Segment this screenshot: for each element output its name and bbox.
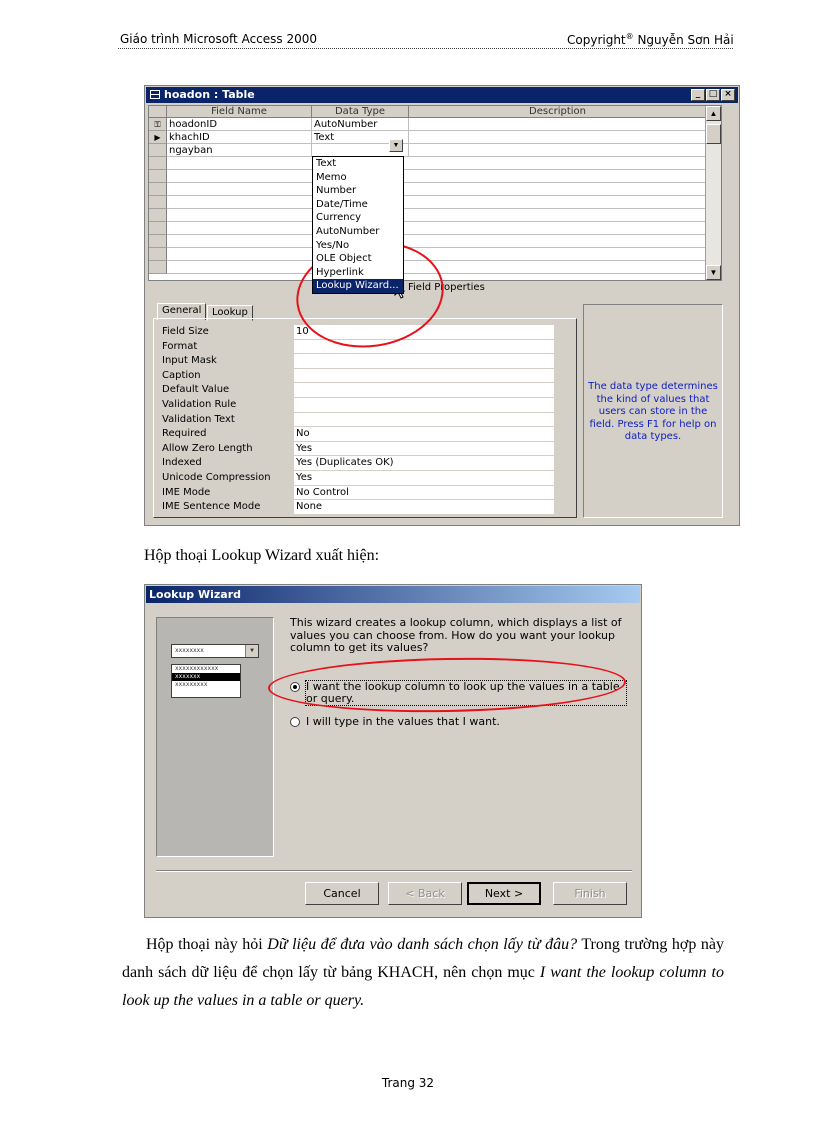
property-label: Unicode Compression (162, 472, 271, 483)
property-label: Required (162, 428, 207, 440)
preview-list-item: xxxxxxxxxxxx (175, 665, 219, 672)
tab-general[interactable]: General (157, 303, 206, 320)
data-type-cell[interactable]: AutoNumber (312, 118, 409, 131)
preview-combo-text: xxxxxxxx (175, 647, 204, 654)
empty-row[interactable] (167, 235, 707, 248)
key-icon[interactable]: ⚿ (149, 118, 167, 131)
property-value[interactable] (294, 413, 554, 428)
property-label: Validation Text (162, 413, 235, 425)
header-right-prefix: Copyright (567, 33, 626, 47)
row-selector[interactable] (149, 222, 167, 235)
property-value[interactable]: Yes (294, 471, 554, 486)
scroll-thumb[interactable] (706, 124, 721, 144)
grid-corner (149, 106, 167, 118)
data-type-dropdown-list (312, 156, 404, 294)
wizard-preview-panel (156, 617, 274, 857)
empty-row[interactable] (167, 248, 707, 261)
row-selector[interactable] (149, 183, 167, 196)
table-window-titlebar (146, 87, 738, 103)
paragraph-question: Dữ liệu để đưa vào danh sách chọn lấy từ đâu? (267, 936, 578, 953)
back-button[interactable]: < Back (388, 882, 462, 905)
cancel-button[interactable]: Cancel (305, 882, 379, 905)
scroll-up-arrow-icon[interactable]: ▲ (706, 106, 721, 121)
property-value[interactable] (294, 369, 554, 384)
property-value[interactable]: 10 (294, 325, 554, 340)
property-value[interactable]: None (294, 500, 554, 515)
description-cell[interactable] (409, 131, 707, 144)
row-selector[interactable] (149, 196, 167, 209)
header-left: Giáo trình Microsoft Access 2000 (120, 32, 317, 46)
dropdown-option[interactable]: Text (316, 158, 337, 169)
row-selector[interactable] (149, 248, 167, 261)
preview-list (171, 664, 241, 698)
row-selector[interactable] (149, 261, 167, 274)
property-label: IME Mode (162, 486, 211, 498)
dropdown-option[interactable]: AutoNumber (316, 225, 380, 237)
empty-row[interactable] (167, 157, 707, 170)
property-label: Format (162, 340, 198, 352)
option-lookup-table-label[interactable]: I want the lookup column to look up the values in a table or query. (306, 681, 626, 705)
maximize-button[interactable]: □ (706, 89, 720, 101)
header-rule (118, 48, 733, 49)
row-selector[interactable] (149, 144, 167, 157)
header-right-name: Nguyễn Sơn Hải (633, 33, 734, 47)
field-properties-panel (153, 318, 577, 518)
empty-row[interactable] (167, 170, 707, 183)
table-icon (150, 90, 160, 99)
property-label: Default Value (162, 384, 230, 396)
property-label: IME Sentence Mode (162, 501, 261, 513)
chevron-down-icon: ▼ (245, 645, 258, 657)
option-type-values-label[interactable]: I will type in the values that I want. (306, 715, 500, 728)
row-selector[interactable] (149, 170, 167, 183)
property-value[interactable]: No Control (294, 486, 554, 501)
caption-lookup-wizard: Hộp thoại Lookup Wizard xuất hiện: (144, 547, 380, 564)
property-value[interactable] (294, 398, 554, 413)
data-type-dropdown-arrow-icon[interactable]: ▼ (389, 139, 403, 152)
description-cell[interactable] (409, 118, 707, 131)
row-selector[interactable] (149, 157, 167, 170)
dropdown-option[interactable]: Hyperlink (316, 266, 364, 278)
empty-row[interactable] (167, 209, 707, 222)
dropdown-option-selected[interactable]: Lookup Wizard... (313, 279, 403, 293)
dropdown-option[interactable]: OLE Object (316, 253, 372, 265)
empty-row[interactable] (167, 183, 707, 196)
registered-mark: ® (625, 32, 634, 41)
paragraph-text: Trong trường hợp này danh sách dữ liệu để chọn lấy từ bảng KHACH, nên chọn mục (122, 936, 724, 981)
next-button[interactable]: Next > (467, 882, 541, 905)
lookup-wizard-dialog (144, 584, 642, 918)
dropdown-option[interactable]: Yes/No (316, 239, 350, 251)
current-row-arrow-icon[interactable]: ▶ (149, 131, 167, 144)
column-header-description[interactable]: Description (409, 106, 707, 118)
page-number: Trang 32 (381, 1076, 435, 1090)
dropdown-option[interactable]: Number (316, 185, 357, 197)
scroll-down-arrow-icon[interactable]: ▼ (706, 265, 721, 280)
property-label: Field Size (162, 326, 209, 337)
preview-list-item: xxxxxxxxx (175, 681, 208, 688)
field-name-cell[interactable]: ngayban (167, 144, 312, 157)
minimize-button[interactable]: _ (691, 89, 705, 101)
property-label: Indexed (162, 457, 202, 469)
row-selector[interactable] (149, 235, 167, 248)
dropdown-option[interactable]: Currency (316, 212, 362, 224)
lookup-wizard-title: Lookup Wizard (146, 586, 640, 603)
preview-list-item-selected: xxxxxxx (172, 673, 240, 681)
field-grid (148, 105, 722, 281)
paragraph-text: Hộp thoại này hỏi (146, 936, 268, 953)
table-design-window (144, 85, 740, 526)
data-type-cell-active[interactable]: Text (312, 131, 409, 144)
field-name-cell[interactable]: khachID (167, 131, 312, 144)
property-label: Allow Zero Length (162, 442, 253, 454)
property-value[interactable] (294, 354, 554, 369)
preview-combo (171, 644, 259, 658)
column-header-field-name[interactable]: Field Name (167, 106, 312, 118)
property-value[interactable]: No (294, 427, 554, 442)
finish-button[interactable]: Finish (553, 882, 627, 905)
column-header-data-type[interactable]: Data Type (312, 106, 409, 118)
field-properties-label: Field Properties (408, 282, 485, 293)
help-text: The data type determines the kind of values that users can store in the field. Press F1 for help on data types. (588, 381, 718, 442)
explanation-paragraph (122, 931, 724, 1015)
close-button[interactable]: × (721, 89, 735, 101)
property-value[interactable]: Yes (Duplicates OK) (294, 456, 554, 471)
help-panel (583, 304, 723, 518)
paragraph-option: I want the lookup column to look up the values in a table or query. (122, 964, 724, 1009)
tab-lookup[interactable]: Lookup (207, 305, 253, 321)
property-label: Input Mask (162, 355, 217, 367)
property-label: Validation Rule (162, 399, 237, 410)
empty-row[interactable] (167, 196, 707, 209)
property-value[interactable] (294, 383, 554, 398)
radio-type-values[interactable] (290, 717, 300, 727)
dropdown-option[interactable]: Memo (316, 171, 347, 183)
description-cell[interactable] (409, 144, 707, 157)
field-name-cell[interactable]: hoadonID (167, 118, 312, 131)
wizard-intro-text: This wizard creates a lookup column, which displays a list of values you can choose from. How do you want your lookup column to get its values? (290, 616, 622, 654)
table-window-title: hoadon : Table (164, 88, 255, 101)
grid-vertical-scrollbar[interactable] (705, 106, 721, 280)
row-selector[interactable] (149, 209, 167, 222)
property-label: Caption (162, 369, 201, 381)
dropdown-option[interactable]: Date/Time (316, 198, 368, 210)
property-value[interactable]: Yes (294, 442, 554, 457)
wizard-divider (156, 870, 632, 872)
empty-row[interactable] (167, 222, 707, 235)
header-right (567, 32, 734, 47)
